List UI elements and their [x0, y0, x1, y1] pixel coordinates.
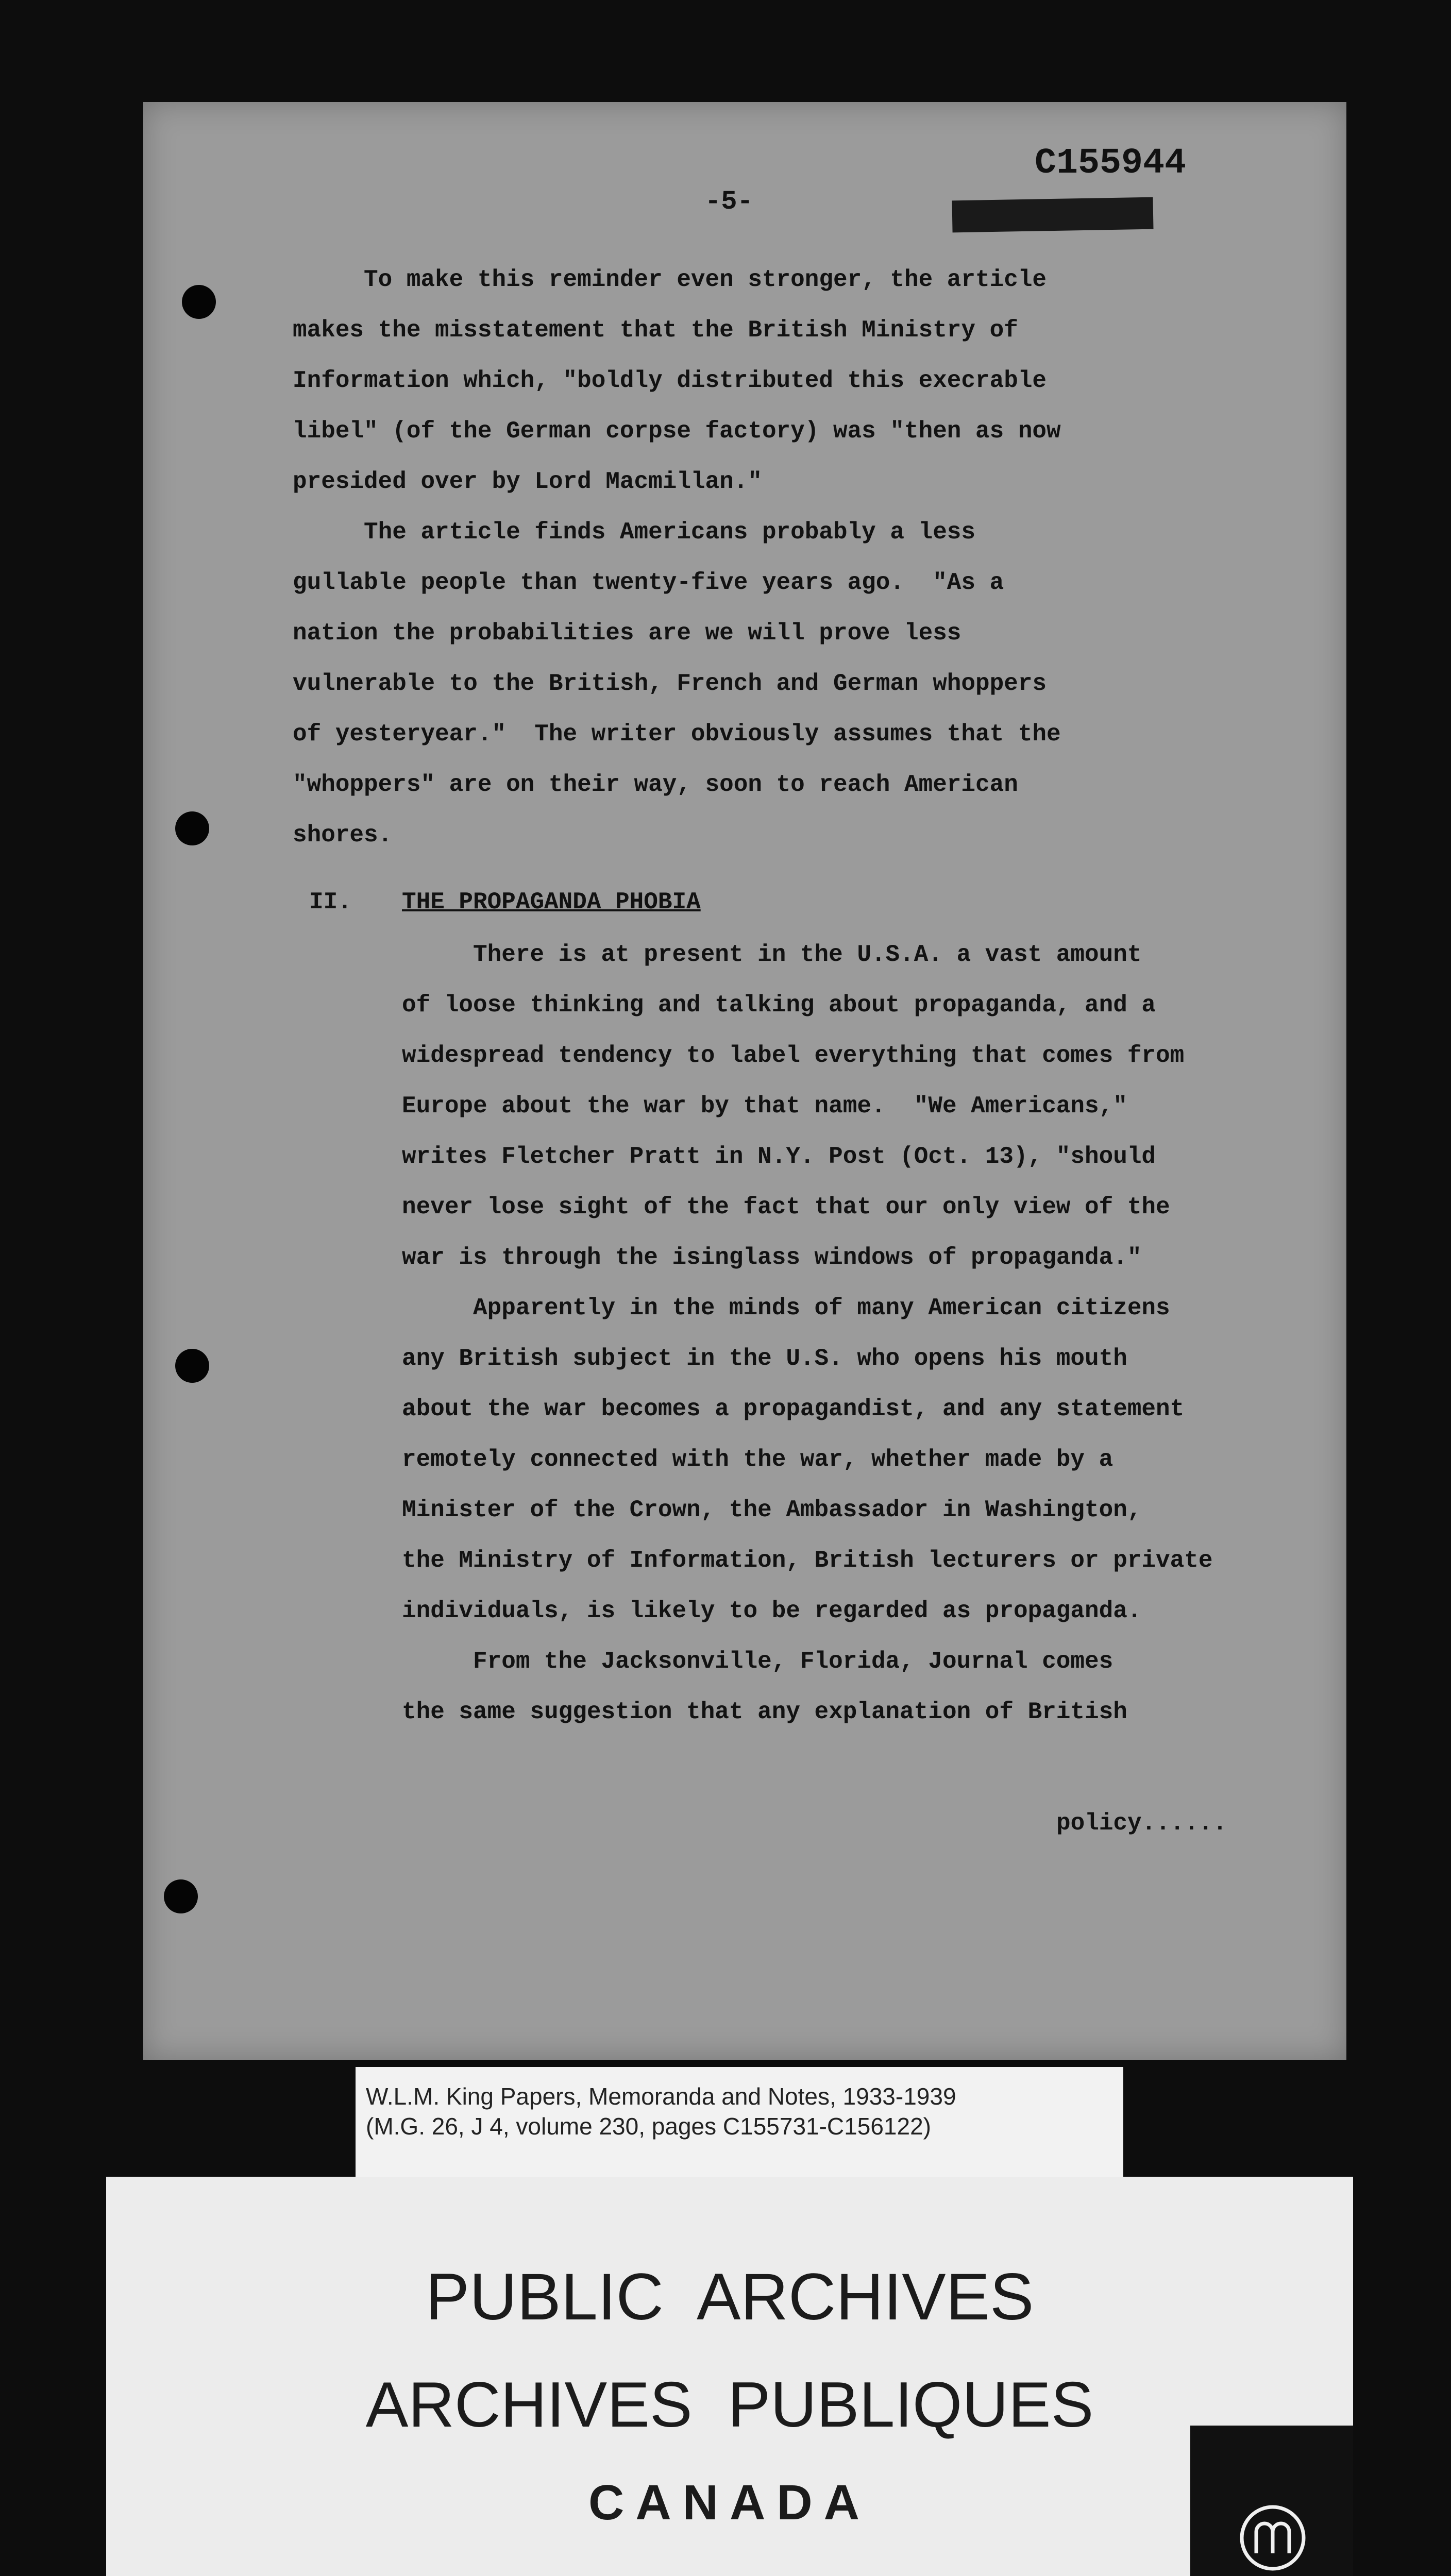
text-line: Information which, "boldly distributed this execrable: [293, 367, 1047, 394]
section-heading: THE PROPAGANDA PHOBIA: [402, 889, 701, 916]
text-line: war is through the isinglass windows of propaganda.": [402, 1244, 1142, 1271]
text-line: of yesteryear." The writer obviously assumes that the: [293, 721, 1061, 748]
citation-line: (M.G. 26, J 4, volume 230, pages C155731-C156122): [366, 2113, 931, 2140]
binder-hole: [164, 1879, 198, 1913]
citation-line: W.L.M. King Papers, Memoranda and Notes, 1933-1939: [366, 2083, 956, 2110]
text-line: remotely connected with the war, whether made by a: [402, 1446, 1113, 1473]
text-line: writes Fletcher Pratt in N.Y. Post (Oct. 13), "should: [402, 1143, 1156, 1170]
binder-hole: [175, 1349, 209, 1383]
binder-hole: [175, 811, 209, 845]
citation-slip: [356, 2067, 1123, 2180]
text-line: presided over by Lord Macmillan.": [293, 468, 762, 495]
text-line: gullable people than twenty-five years ago. "As a: [293, 569, 1004, 596]
archives-logo-icon: [1237, 2502, 1309, 2574]
continuation-word: policy......: [1056, 1810, 1227, 1837]
text-line: shores.: [293, 822, 393, 849]
archives-title-fr: ARCHIVES PUBLIQUES: [365, 2369, 1094, 2441]
text-line: the same suggestion that any explanation of British: [402, 1699, 1127, 1725]
typed-document-page: [143, 102, 1346, 2060]
text-line: nation the probabilities are we will prove less: [293, 620, 961, 647]
text-line: Minister of the Crown, the Ambassador in Washington,: [402, 1497, 1142, 1523]
text-line: libel" (of the German corpse factory) was "then as now: [293, 418, 1061, 445]
reference-number: C155944: [1035, 143, 1187, 184]
text-line: There is at present in the U.S.A. a vast amount: [402, 941, 1142, 968]
text-line: makes the misstatement that the British Ministry of: [293, 317, 1018, 344]
text-line: of loose thinking and talking about propaganda, and a: [402, 992, 1156, 1019]
logo-box: [1190, 2426, 1353, 2576]
text-line: Apparently in the minds of many American citizens: [402, 1295, 1170, 1321]
text-line: about the war becomes a propagandist, and any statement: [402, 1396, 1185, 1422]
text-line: To make this reminder even stronger, the article: [293, 266, 1047, 293]
section-numeral: II.: [309, 889, 352, 916]
text-line: any British subject in the U.S. who opens his mouth: [402, 1345, 1127, 1372]
text-line: the Ministry of Information, British lecturers or private: [402, 1547, 1213, 1574]
text-line: individuals, is likely to be regarded as propaganda.: [402, 1598, 1142, 1624]
text-line: "whoppers" are on their way, soon to reach American: [293, 771, 1018, 798]
page-number: -5-: [705, 187, 753, 217]
archives-country: CANADA: [588, 2475, 871, 2530]
stamp-blot: [952, 197, 1153, 233]
text-line: The article finds Americans probably a less: [293, 519, 976, 546]
binder-hole: [182, 285, 216, 319]
archives-card: [106, 2177, 1353, 2576]
text-line: Europe about the war by that name. "We Americans,": [402, 1093, 1127, 1120]
text-line: widespread tendency to label everything that comes from: [402, 1042, 1185, 1069]
text-line: From the Jacksonville, Florida, Journal comes: [402, 1648, 1113, 1675]
text-line: vulnerable to the British, French and German whoppers: [293, 670, 1047, 697]
archives-title-en: PUBLIC ARCHIVES: [425, 2260, 1034, 2334]
text-line: never lose sight of the fact that our only view of the: [402, 1194, 1170, 1221]
